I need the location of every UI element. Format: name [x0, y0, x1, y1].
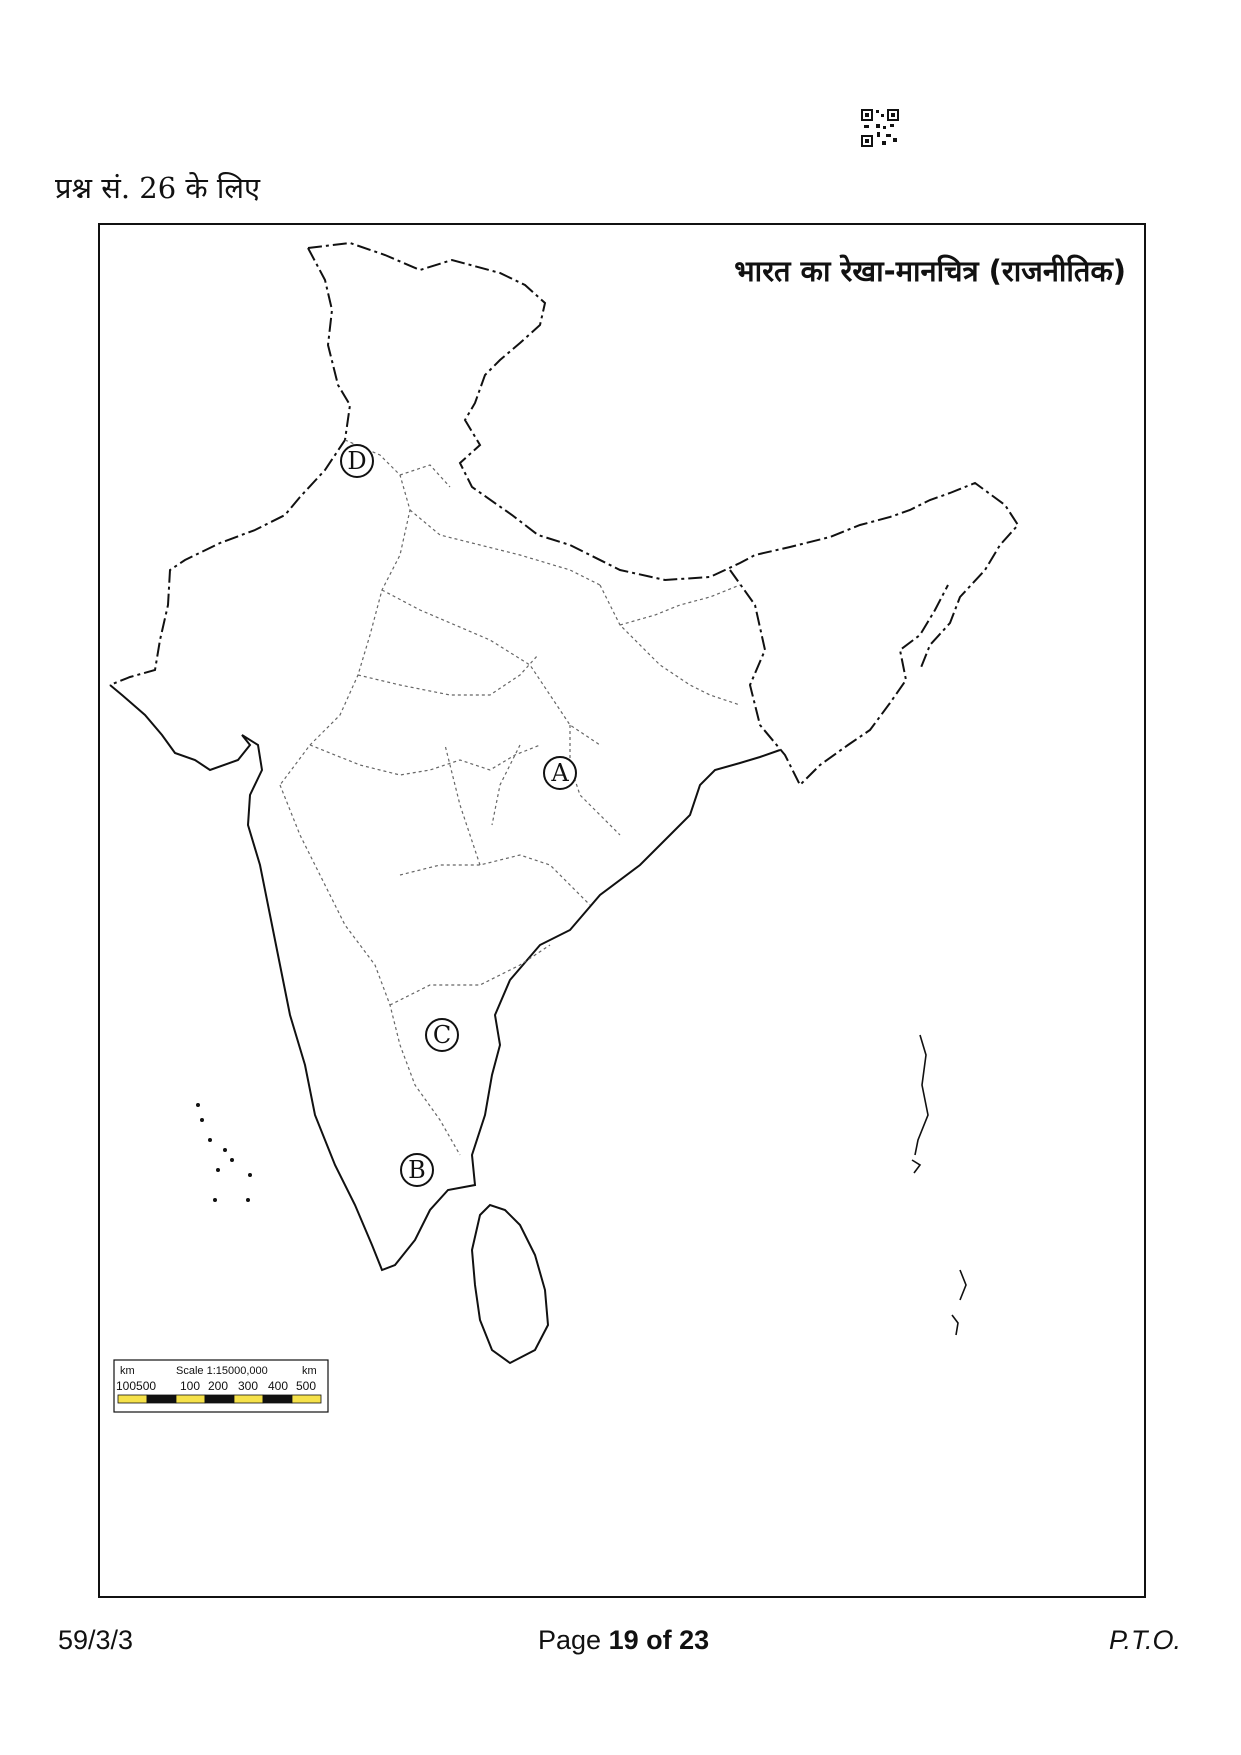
- scale-segment: [118, 1395, 147, 1403]
- scale-bar: [114, 1360, 328, 1412]
- india-outline-map: [100, 225, 1144, 1596]
- scale-unit-left: km: [120, 1365, 135, 1377]
- map-title: भारत का रेखा-मानचित्र (राजनीतिक): [734, 254, 1126, 288]
- scale-segment: [234, 1395, 263, 1403]
- sri-lanka-outline: [472, 1205, 548, 1363]
- marker-a-label: A: [551, 759, 569, 787]
- coastline: [110, 685, 780, 1270]
- page-total: 23: [679, 1625, 710, 1655]
- scale-tick-200: 200: [208, 1379, 229, 1393]
- scale-segment: [292, 1395, 321, 1403]
- scale-tick-100: 100: [180, 1379, 201, 1393]
- scale-ratio: Scale 1:15000,000: [176, 1365, 268, 1377]
- scale-tick-300: 300: [238, 1379, 259, 1393]
- scale-tick-500: 500: [296, 1379, 317, 1393]
- marker-b: [401, 1154, 433, 1186]
- lakshadweep-islands: [196, 1103, 252, 1202]
- state-boundaries: [280, 440, 740, 1155]
- india-boundary: [308, 243, 1018, 670]
- scale-segment: [147, 1395, 176, 1403]
- scale-segments: [118, 1395, 321, 1403]
- scale-segment: [205, 1395, 234, 1403]
- scale-segment: [176, 1395, 205, 1403]
- scale-segment: [263, 1395, 292, 1403]
- scale-left-ticks: 100500: [116, 1379, 157, 1393]
- india-boundary-west: [110, 248, 350, 685]
- page-prefix: Page: [538, 1625, 602, 1655]
- question-label: प्रश्न सं. 26 के लिए: [55, 171, 261, 205]
- scale-tick-400: 400: [268, 1379, 289, 1393]
- page-indicator: [538, 1625, 709, 1656]
- page-number: 19: [608, 1625, 639, 1655]
- page-of: of: [646, 1625, 672, 1655]
- map-frame: [98, 223, 1146, 1598]
- marker-a: [544, 757, 576, 789]
- marker-c: [426, 1019, 458, 1051]
- andaman-islands: [912, 1035, 966, 1335]
- marker-d-label: D: [347, 447, 367, 475]
- scale-unit-right: km: [302, 1365, 317, 1377]
- qr-code-icon: [860, 108, 900, 148]
- northeast-boundary: [730, 570, 948, 785]
- pto-label: P.T.O.: [1108, 1625, 1181, 1655]
- marker-d: [341, 445, 373, 477]
- marker-b-label: B: [408, 1156, 426, 1184]
- marker-c-label: C: [432, 1021, 452, 1049]
- paper-code: 59/3/3: [58, 1625, 134, 1655]
